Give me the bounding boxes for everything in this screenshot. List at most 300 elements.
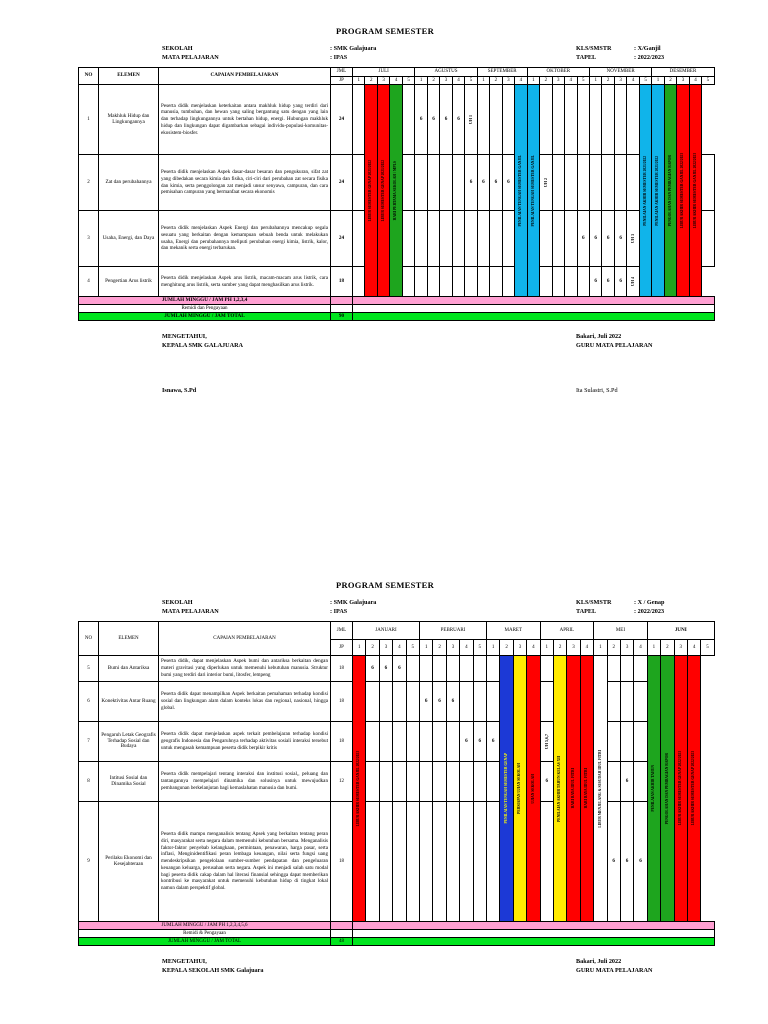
total-value: 48 [331,938,353,946]
event-column [652,85,664,297]
cell: 6 [620,802,633,922]
event-column [594,656,607,922]
cell: 6 [602,267,614,297]
mengetahui: MENGETAHUI, [162,333,207,340]
cell [460,762,473,802]
cell [473,802,486,922]
event-label: LIBUR SEMESTER GENAP 2021/2022 [368,159,373,222]
cell [353,305,715,313]
tapel-value: : 2022/2023 [634,608,665,615]
cell: 6 [452,85,464,155]
cell [420,656,433,682]
row-jp: 24 [331,155,353,211]
cell [427,267,439,297]
cell [353,155,365,211]
week-number: 1 [486,640,499,656]
row-capaian: Peserta didik menjelaskan Aspek Energi dan perubahannya mencakup segala sesuatu yang berkaitan dengan kemampuan sebuah benda untuk melakukan usaha, Energi dan perubahannya meliputi perubahan energi kimia, listrik, kalor, dan mekanik serta energi terbarukan. [159,211,331,267]
cell [366,722,379,762]
guru-title: GURU MATA PELAJARAN [576,342,653,349]
cell [460,802,473,922]
week-number: 1 [477,77,489,85]
row-elemen: Pengaruh Letak Geografis Terhadap Sosial dan Budaya [99,722,159,762]
cell [614,85,626,155]
cell [490,267,502,297]
col-no: NO [79,68,99,85]
event-column [553,656,566,922]
event-label: PENGOLAHAN DAN PEMBAGIAN RAPOR [664,752,669,825]
program-semester-genap [78,580,709,982]
total-row-label: JUMLAH MINGGU / JAM TOTAL [79,938,331,946]
cell [589,155,601,211]
event-column [390,85,402,297]
row-jp: 12 [331,762,353,802]
cell [473,682,486,722]
week-number: 5 [402,77,415,85]
event-label: PENGOLAHAN DAN PEMBAGIAN RAPOR [667,154,672,227]
week-number: 2 [490,77,502,85]
kepala-title: KEPALA SEKOLAH SMK Galajuara [162,967,264,974]
cell [620,682,633,722]
cell [486,656,499,682]
cell [406,762,419,802]
cell [634,722,647,762]
cell [540,682,553,722]
cell [393,802,406,922]
cell [473,762,486,802]
cell [420,802,433,922]
kls-label: KLS/SMSTR [576,45,612,52]
row-elemen: Zat dan perubahannya [99,155,159,211]
signature-block [78,333,692,413]
cell [393,762,406,802]
event-label: LIBUR SEMESTER GENAP 2021/2022 [380,159,385,222]
week-number: 4 [393,640,406,656]
cell: 6 [460,722,473,762]
row-elemen: Konektivitas Antar Ruang [99,682,159,722]
cell [552,155,564,211]
cell: 6 [477,155,489,211]
week-number: 4 [627,77,639,85]
cell [446,656,459,682]
week-number: 1 [594,640,607,656]
week-number: 1 [647,640,660,656]
event-label: HARI PERTAMA SEKOLAH / MPLS [393,160,398,221]
week-number: 4 [515,77,528,85]
cell [366,802,379,922]
week-number: 1 [353,640,366,656]
page-title: PROGRAM SEMESTER [335,580,435,590]
header-info [78,45,692,67]
row-elemen: Intitusi Sosial dan Dinamika Sosial [99,762,159,802]
uh-label: UH 1 [467,115,473,124]
cell [477,85,489,155]
sekolah-label: SEKOLAH [162,599,193,606]
remidi-label: Remidi dan Pengayaan [79,305,331,313]
cell [379,682,392,722]
week-number: 4 [565,77,577,85]
week-number: 3 [377,77,389,85]
kls-label: KLS/SMSTR [576,599,612,606]
cell: 6 [366,656,379,682]
schedule-table [78,67,715,321]
cell [477,211,489,267]
cell [460,682,473,722]
week-number: 3 [502,77,514,85]
month-header: DESEMBER [652,68,714,77]
cell [393,722,406,762]
cell [589,85,601,155]
event-column [689,85,701,297]
cell [465,267,477,297]
col-jml: JML [331,68,353,77]
event-column [513,656,526,922]
schedule-table [78,621,715,946]
col-elemen: ELEMEN [99,622,159,656]
cell [486,762,499,802]
col-jp: JP [331,640,353,656]
cell [540,267,552,297]
week-number: 5 [465,77,477,85]
week-number: 2 [427,77,439,85]
cell [433,802,446,922]
week-number: 4 [390,77,402,85]
cell [402,211,415,267]
week-number: 3 [677,77,689,85]
row-no: 6 [79,682,99,722]
cell [502,211,514,267]
cell [565,267,577,297]
row-jp: 24 [331,211,353,267]
cell [353,938,715,946]
event-column [377,85,389,297]
cell [627,155,639,211]
row-no: 8 [79,762,99,802]
cell [433,762,446,802]
cell [565,155,577,211]
week-number: 2 [602,77,614,85]
kls-value: : X / Genap [634,599,665,606]
event-label: LIBUR AKHIR SEMESTER GENAP 2022/2023 [691,751,696,826]
mapel-value: : IPAS [330,608,348,615]
cell [540,85,552,155]
event-column [687,656,700,922]
cell [331,305,353,313]
cell [353,297,715,305]
row-no: 5 [79,656,99,682]
cell: 6 [486,722,499,762]
row-no: 9 [79,802,99,922]
cell: 6 [614,267,626,297]
mapel-value: : IPAS [330,54,348,61]
cell [577,85,589,155]
event-label: UJIAN SEKOLAH [530,773,535,804]
month-header: JULI [353,68,415,77]
week-number: 2 [365,77,377,85]
cell [634,656,647,682]
row-elemen: Usaha, Energi, dan Daya [99,211,159,267]
event-column [639,85,651,297]
cell: 6 [427,85,439,155]
week-number: 5 [702,77,714,85]
week-number: 3 [620,640,633,656]
cell [552,267,564,297]
cell [353,85,365,155]
row-capaian: Peserta didik mempelajari tentang interaksi dan institusi sosial,, peluang dan tantangannya mempelajari dinamika dan solusinya untuk mewujudkan pembangunan berkelanjutan bagi kemaslahatan manusia dan bumi. [159,762,331,802]
cell [440,211,452,267]
week-number: 4 [689,77,701,85]
cell: 6 [620,762,633,802]
week-number: 2 [607,640,620,656]
event-column [664,85,676,297]
week-number: 1 [415,77,427,85]
event-column [677,85,689,297]
cell [552,211,564,267]
week-number: 2 [661,640,674,656]
row-jp: 18 [331,656,353,682]
cell [540,722,553,762]
cell: 6 [589,211,601,267]
cell [379,802,392,922]
kls-value: : X/Ganjil [634,45,661,52]
month-header: JANUARI [353,622,420,640]
row-jp: 18 [331,802,353,922]
week-number: 4 [580,640,593,656]
cell [565,85,577,155]
week-number: 1 [527,77,539,85]
cell: 6 [420,682,433,722]
cell [379,722,392,762]
cell [406,682,419,722]
place-date: Bakari, Juli 2022 [576,958,622,965]
guru-title: GURU MATA PELAJARAN [576,967,653,974]
cell [353,313,715,321]
page-title: PROGRAM SEMESTER [335,26,435,36]
cell [440,155,452,211]
sekolah-value: : SMK Galajuara [330,45,377,52]
cell [627,211,639,267]
week-number: 2 [500,640,513,656]
place-date: Bakari, Juli 2022 [576,333,622,340]
uh-label: UH 2 [542,178,548,187]
cell [393,682,406,722]
event-label: PENILAIAN AKHIR SEMESTER 2021/2022 [655,155,660,226]
row-jp: 18 [331,682,353,722]
cell [627,267,639,297]
row-elemen: Bumi dan Antariksa [99,656,159,682]
cell: 6 [577,211,589,267]
cell [607,722,620,762]
cell [420,762,433,802]
cell [540,802,553,922]
cell [634,762,647,802]
week-number: 2 [433,640,446,656]
kepala-title: KEPALA SMK GALAJUARA [162,342,244,349]
event-label: PENILAIAN TENGAH SEMESTER GANJIL [518,154,523,227]
cell [446,802,459,922]
cell [427,211,439,267]
week-number: 2 [366,640,379,656]
cell [446,722,459,762]
week-number: 2 [553,640,566,656]
event-column [674,656,687,922]
month-header: JUNI [647,622,714,640]
cell [402,85,415,155]
cell [565,211,577,267]
cell [607,656,620,682]
sekolah-value: : SMK Galajuara [330,599,377,606]
cell: 6 [602,211,614,267]
cell [331,922,353,930]
cell [540,656,553,682]
row-no: 1 [79,85,99,155]
week-number: 3 [552,77,564,85]
week-number: 1 [353,77,365,85]
cell: 6 [379,656,392,682]
event-column [661,656,674,922]
week-number: 3 [567,640,580,656]
cell [577,267,589,297]
week-number: 5 [701,640,714,656]
cell [433,656,446,682]
month-header: AGUSTUS [415,68,477,77]
event-label: LIBUR AKHIR SEMESTER GANJIL 2022/2023 [692,152,697,229]
total-value: 90 [331,313,353,321]
month-header: PEBRUARI [420,622,487,640]
week-number: 5 [473,640,486,656]
cell [602,85,614,155]
event-column [353,656,366,922]
cell: 6 [446,682,459,722]
week-number: 4 [687,640,700,656]
event-label: LIBUR AKHIR SEMESTER GANJIL 2022/2023 [356,750,361,827]
cell: 6 [415,85,427,155]
cell: 6 [540,762,553,802]
tapel-label: TAPEL [576,608,597,615]
tapel-value: : 2022/2023 [634,54,665,61]
week-number: 1 [589,77,601,85]
cell [702,155,714,211]
cell [452,267,464,297]
cell: 6 [440,85,452,155]
cell [402,267,415,297]
col-jp: JP [331,77,353,85]
week-number: 3 [379,640,392,656]
cell [427,155,439,211]
cell [415,211,427,267]
cell [353,930,715,938]
cell [452,211,464,267]
cell [331,297,353,305]
cell: 6 [589,267,601,297]
week-number: 4 [527,640,540,656]
signature-block [78,958,692,982]
row-no: 2 [79,155,99,211]
cell [433,722,446,762]
cell [620,722,633,762]
event-column [365,85,377,297]
cell [502,85,514,155]
cell [540,211,552,267]
cell [415,267,427,297]
event-label: PENILAIAN AKHIR TAHUN KELAS XII [557,755,562,822]
cell [540,155,552,211]
cell [366,762,379,802]
month-header: APRIL [540,622,594,640]
cell: 6 [607,802,620,922]
event-column [647,656,660,922]
event-column [567,656,580,922]
tapel-label: TAPEL [576,54,597,61]
row-elemen: Pengertian Arus listrik [99,267,159,297]
row-elemen: Makhluk Hidup dan Lingkungannya [99,85,159,155]
sum-row-label: JUMLAH MINGGU / JAM PH 1,2,3,4,5,6 [79,922,331,930]
remidi-label: Remidi & Pengayaan [79,930,331,938]
col-cp: CAPAIAN PEMBELAJARAN [159,622,331,656]
month-header: MARET [486,622,540,640]
week-number: 2 [664,77,676,85]
cell [420,722,433,762]
row-capaian: Peserta didik dapat menampilkan Aspek berkaitan pemahaman terhadap kondisi sosial dan lingkungan alam dalam konteks lokas dan regional, nasional, hingga global. [159,682,331,722]
week-number: 5 [577,77,589,85]
row-capaian: Peserta didik menjelaskan Aspek dasar-dasar besaran dan pengukuran, sifat zat yang dibedakan secara kimia dan fisika, ciri-ciri dari perubahan zat secara fisika dan kimia, serta penggolongan zat menjadi unsur senyawa, campuran, dan cara pemisahan campuran yang bermanfaat secara ekonomis [159,155,331,211]
row-no: 7 [79,722,99,762]
col-cp: CAPAIAN PEMBELAJARAN [159,68,331,85]
col-elemen: ELEMEN [99,68,159,85]
cell [465,211,477,267]
event-column [500,656,513,922]
week-number: 3 [446,640,459,656]
event-column [580,656,593,922]
cell [353,922,715,930]
uh-label: UH 3 [629,234,635,243]
cell [477,267,489,297]
kepala-name: Isnawa, S.Pd [162,387,197,394]
sekolah-label: SEKOLAH [162,45,193,52]
cell: 6 [502,155,514,211]
cell [406,722,419,762]
cell [577,155,589,211]
cell [415,155,427,211]
uh-label: UH 4 [629,277,635,286]
header-info [78,599,692,621]
row-jp: 18 [331,267,353,297]
cell [406,802,419,922]
week-number: 5 [639,77,651,85]
cell [552,85,564,155]
month-header: SEPTEMBER [477,68,527,77]
cell [502,267,514,297]
row-no: 4 [79,267,99,297]
cell [406,656,419,682]
event-label: PENILAIAN AKHIR SEMESTER 2021/2022 [642,155,647,226]
week-number: 1 [420,640,433,656]
row-jp: 18 [331,722,353,762]
col-jml: JML [331,622,353,640]
col-no: NO [79,622,99,656]
cell [607,682,620,722]
cell [402,155,415,211]
cell [614,155,626,211]
cell [440,267,452,297]
event-column [527,85,539,297]
cell: 6 [614,211,626,267]
event-label: LIBUR MENJELANG & SESUDAH IDUL FITRI [597,749,602,828]
cell [490,85,502,155]
cell [702,211,714,267]
week-number: 3 [674,640,687,656]
cell: 6 [465,155,477,211]
cell: 6 [634,802,647,922]
